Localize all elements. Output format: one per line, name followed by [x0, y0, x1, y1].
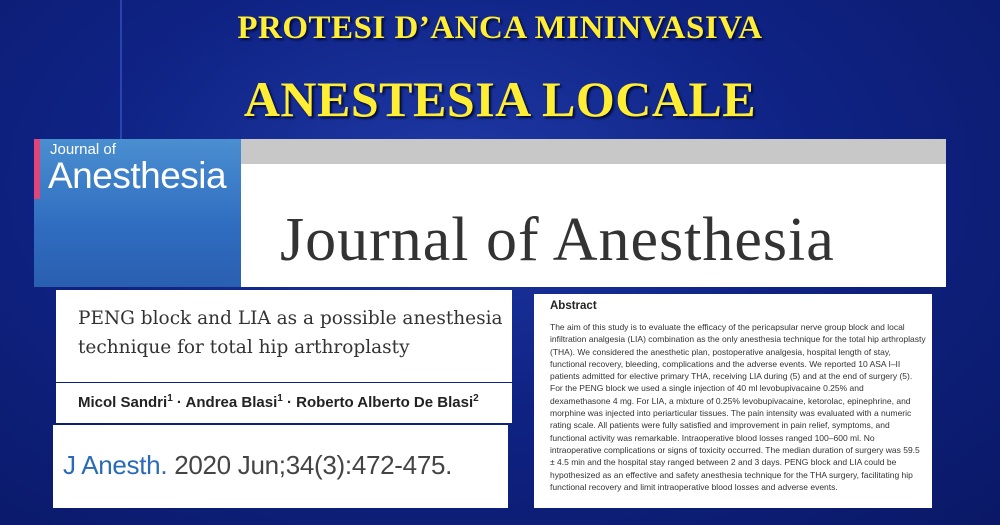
- author-name: Andrea Blasi: [185, 394, 278, 411]
- slide-title-line2: ANESTESIA LOCALE: [243, 71, 757, 127]
- authors-card: [56, 383, 512, 423]
- author-name: Micol Sandri: [78, 394, 168, 411]
- author-affiliation: 2: [473, 393, 479, 404]
- citation-journal: J Anesth.: [63, 450, 168, 480]
- abstract-card: [534, 294, 932, 508]
- slide-title-line1: PROTESI D’ANCA MININVASIVA: [237, 10, 763, 46]
- author-affiliation: 1: [167, 393, 173, 404]
- citation-card: [53, 425, 508, 508]
- author-list: [78, 393, 479, 411]
- journal-cover-thumbnail: [34, 139, 241, 287]
- author-separator: ·: [172, 394, 186, 411]
- author-name: Roberto Alberto De Blasi: [296, 394, 474, 411]
- cover-journal-of: Journal of: [50, 141, 116, 158]
- cover-accent-strip: [34, 139, 40, 199]
- abstract-text: The aim of this study is to evaluate the efficacy of the pericapsular nerve group block and local infiltration analgesia (LIA) combination as the only anesthesia technique for the total hip arthroplasty (THA). We considered the anesthetic plan, postoperative analgesia, hospital length of stay, functional recovery, bleeding, complications and the adverse events. We reported 10 ASA I–II patients admitted for elective primary THA, receiving LIA during (5) and at the end of surgery (5). For the PENG block we used a single injection of 40 ml levobupivacaine 0.25% and dexamethasone 4 mg. For LIA, a mixture of 0.25% levobupivacaine, ketorolac, epinephrine, and morphine was injected into periarticular tissues. The pain intensity was evaluated with a numeric rating scale. All patients were fully satisfied and improvement in pain relief, symptoms, and functional activity was remarkable. Intraoperative blood losses ranged 100–600 ml. No intraoperative complications or signs of toxicity occurred. The median duration of surgery was 59.5 ± 4.5 min and the hospital stay ranged between 2 and 3 days. PENG block and LIA could be hypothesized as an effective and safety anesthesia technique for the THA surgery, facilitating hip functional recovery and limit intraoperative blood losses and adverse events.: [550, 322, 926, 492]
- citation-details: 2020 Jun;34(3):472-475.: [167, 450, 453, 480]
- banner-grey-bar: [241, 139, 946, 164]
- author-separator: ·: [282, 394, 297, 411]
- article-title-card: [56, 290, 512, 382]
- journal-banner: [34, 139, 946, 287]
- cover-anesthesia: Anesthesia: [48, 155, 227, 196]
- author-affiliation: 1: [277, 393, 283, 404]
- citation: [63, 450, 452, 481]
- abstract-heading: Abstract: [550, 300, 597, 312]
- journal-name: Journal of Anesthesia: [280, 206, 835, 274]
- article-title: PENG block and LIA as a possible anesthesia technique for total hip arthroplasty: [78, 308, 503, 358]
